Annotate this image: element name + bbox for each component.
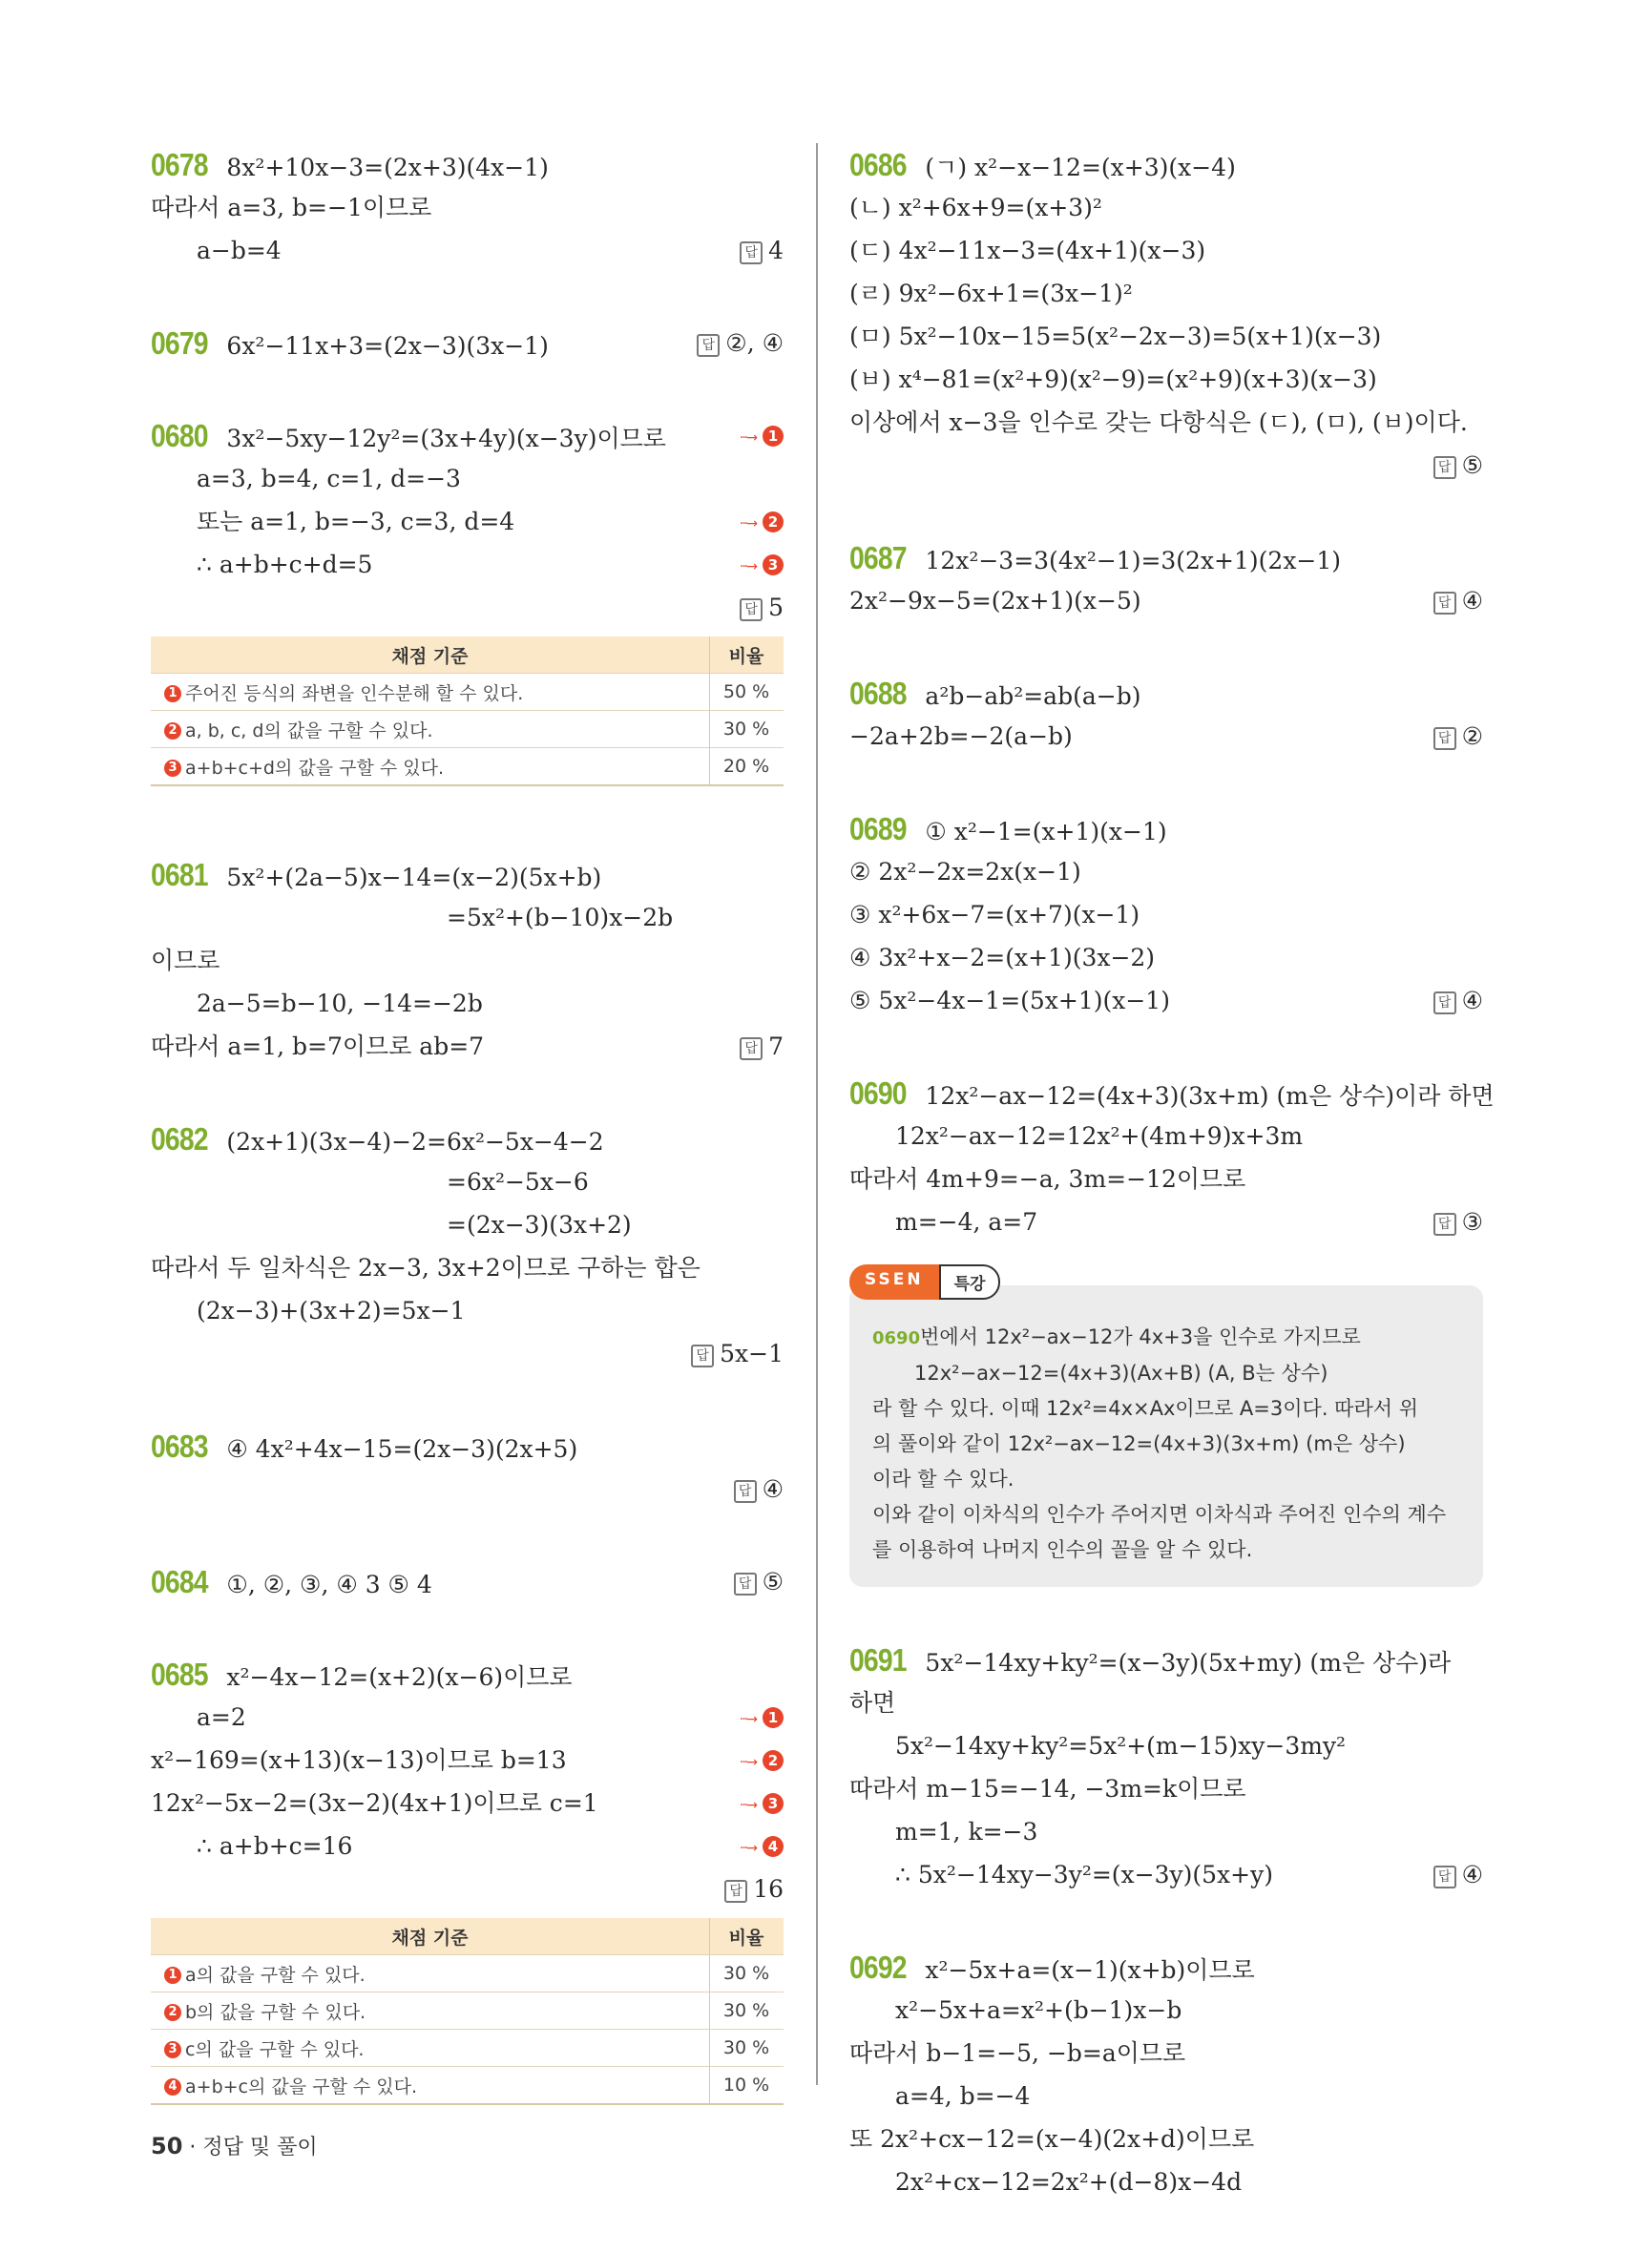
solution-line: x²−4x−12=(x+2)(x−6)이므로 — [226, 1663, 573, 1691]
answer-value: ②, ④ — [725, 329, 784, 357]
table-header: 채점 기준 — [151, 1918, 710, 1955]
answer — [1433, 444, 1483, 487]
solution-line: 5x²−14xy+ky²=5x²+(m−15)xy−3my² — [895, 1732, 1347, 1760]
solution-line: 따라서 m−15=−14, −3m=k이므로 — [849, 1775, 1246, 1803]
problem-number: 0686 — [849, 147, 907, 182]
solution-line: 따라서 a=1, b=7이므로 ab=7 — [151, 1033, 485, 1060]
ratio: 30 % — [710, 1955, 784, 1992]
step-marker: ···→ 1 — [740, 1696, 784, 1742]
problem-0688 — [849, 672, 1483, 758]
solution-line: 12x²−5x−2=(3x−2)(4x+1)이므로 c=1 — [151, 1789, 598, 1817]
answer-mark-icon: 답 — [740, 1037, 763, 1060]
note-line: 번에서 12x²−ax−12가 4x+3을 인수로 가지므로 — [920, 1325, 1361, 1348]
note-line: 12x²−ax−12=(4x+3)(Ax+B) (A, B는 상수) — [914, 1362, 1328, 1385]
answer-mark-icon: 답 — [1433, 592, 1456, 615]
solution-line: m=−4, a=7 — [895, 1208, 1038, 1236]
reference-number: 0690 — [872, 1328, 921, 1348]
problem-number: 0683 — [151, 1429, 208, 1464]
note-line: 이와 같이 이차식의 인수가 주어지면 이차식과 주어진 인수의 계수 — [872, 1503, 1447, 1526]
answer-mark-icon: 답 — [1433, 727, 1456, 750]
step-number: 2 — [164, 2004, 181, 2021]
problem-number: 0690 — [849, 1075, 907, 1111]
answer-mark-icon: 답 — [1433, 1866, 1456, 1888]
table-header: 비율 — [710, 1918, 784, 1955]
grading-criteria-table — [151, 636, 784, 786]
answer — [1433, 579, 1483, 622]
ratio: 50 % — [710, 674, 784, 711]
problem-number: 0689 — [849, 811, 907, 846]
answer — [1433, 715, 1483, 758]
answer-value: 7 — [768, 1033, 784, 1060]
ssen-tag — [849, 1264, 1000, 1300]
answer-mark-icon: 답 — [734, 1573, 757, 1596]
step-number: 2 — [763, 1750, 784, 1771]
step-number: 4 — [763, 1836, 784, 1857]
problem-0692 — [849, 1946, 1483, 2203]
problem-number: 0678 — [151, 147, 208, 182]
answer-mark-icon: 답 — [1433, 991, 1456, 1014]
ratio: 10 % — [710, 2067, 784, 2105]
criteria-text: 주어진 등식의 좌변을 인수분해 할 수 있다. — [185, 682, 524, 704]
answer-value: ④ — [762, 1475, 784, 1503]
solution-line: m=1, k=−3 — [895, 1818, 1038, 1846]
answer-mark-icon: 답 — [697, 334, 720, 357]
problem-number: 0680 — [151, 418, 208, 453]
step-number: 3 — [763, 1793, 784, 1814]
footer-separator: · — [189, 2136, 197, 2159]
solution-line: ④ 3x²+x−2=(x+1)(3x−2) — [849, 944, 1156, 971]
solution-line: a=3, b=4, c=1, d=−3 — [197, 465, 461, 492]
solution-line: 따라서 b−1=−5, −b=a이므로 — [849, 2039, 1186, 2067]
solution-line: 하면 — [849, 1689, 896, 1717]
problem-0683 — [151, 1425, 784, 1511]
solution-line: 12x²−ax−12=(4x+3)(3x+m) (m은 상수)이라 하면 — [925, 1082, 1495, 1110]
solution-line: 따라서 두 일차식은 2x−3, 3x+2이므로 구하는 합은 — [151, 1254, 701, 1282]
solution-line: 8x²+10x−3=(2x+3)(4x−1) — [226, 154, 549, 181]
answer-value: 5 — [768, 594, 784, 621]
solution-line: 따라서 4m+9=−a, 3m=−12이므로 — [849, 1165, 1246, 1193]
solution-line: ①, ②, ③, ④ 3 ⑤ 4 — [226, 1571, 432, 1598]
problem-0684 — [151, 1560, 784, 1603]
answer-value: 16 — [753, 1875, 784, 1903]
ssen-label: SSEN — [849, 1264, 939, 1300]
problem-number: 0682 — [151, 1121, 208, 1157]
step-number: 2 — [763, 511, 784, 532]
problem-number: 0688 — [849, 676, 907, 711]
problem-0681 — [151, 853, 784, 1068]
problem-number: 0692 — [849, 1950, 907, 1985]
answer-value: 5x−1 — [720, 1340, 784, 1367]
note-line: 의 풀이와 같이 12x²−ax−12=(4x+3)(3x+m) (m은 상수) — [872, 1432, 1406, 1455]
ratio: 30 % — [710, 1992, 784, 2030]
solution-line: 5x²+(2a−5)x−14=(x−2)(5x+b) — [226, 864, 602, 891]
table-row — [151, 2067, 784, 2105]
problem-0679 — [151, 322, 784, 365]
table-row — [151, 1955, 784, 1992]
answer — [724, 1867, 784, 1910]
table-header: 비율 — [710, 636, 784, 674]
criteria-text: a+b+c+d의 값을 구할 수 있다. — [185, 757, 445, 779]
step-number: 1 — [164, 1967, 181, 1984]
step-number: 3 — [164, 2041, 181, 2058]
ratio: 20 % — [710, 748, 784, 786]
note-line: 이라 할 수 있다. — [872, 1468, 1014, 1491]
solution-line: =5x²+(b−10)x−2b — [447, 904, 674, 931]
problem-number: 0679 — [151, 325, 208, 361]
answer-value: ③ — [1461, 1208, 1483, 1236]
answer — [734, 1468, 784, 1511]
grading-criteria-table — [151, 1918, 784, 2105]
problem-number: 0681 — [151, 857, 208, 892]
solution-line: ⑤ 5x²−4x−1=(5x+1)(x−1) — [849, 987, 1170, 1014]
step-marker: ···→ 2 — [740, 500, 784, 546]
problem-0687 — [849, 536, 1483, 622]
solution-line: (ㄱ) x²−x−12=(x+3)(x−4) — [925, 154, 1236, 181]
ratio: 30 % — [710, 711, 784, 748]
answer — [1433, 979, 1483, 1022]
answer — [697, 322, 784, 365]
answer-value: ④ — [1461, 1861, 1483, 1888]
solution-line: (ㅁ) 5x²−10x−15=5(x²−2x−3)=5(x+1)(x−3) — [849, 323, 1382, 350]
step-number: 1 — [763, 426, 784, 447]
answer-value: ④ — [1461, 987, 1483, 1014]
solution-line: a=2 — [197, 1703, 246, 1731]
problem-0682 — [151, 1117, 784, 1375]
solution-line: 이상에서 x−3을 인수로 갖는 다항식은 (ㄷ), (ㅁ), (ㅂ)이다. — [849, 408, 1468, 436]
step-marker: ···→ 3 — [740, 1782, 784, 1827]
answer — [1433, 1853, 1483, 1896]
problem-0680 — [151, 414, 784, 786]
solution-line: ③ x²+6x−7=(x+7)(x−1) — [849, 901, 1140, 928]
problem-0686 — [849, 143, 1483, 487]
solution-line: 6x²−11x+3=(2x−3)(3x−1) — [226, 332, 549, 360]
problem-0691 — [849, 1638, 1483, 1896]
problem-0689 — [849, 807, 1483, 1022]
solution-line: 2x²−9x−5=(2x+1)(x−5) — [849, 587, 1141, 615]
problem-number: 0691 — [849, 1642, 907, 1678]
solution-line: a=4, b=−4 — [895, 2082, 1031, 2110]
table-row — [151, 748, 784, 786]
solution-line: 따라서 a=3, b=−1이므로 — [151, 194, 432, 221]
ratio: 30 % — [710, 2030, 784, 2067]
solution-line: ② 2x²−2x=2x(x−1) — [849, 858, 1081, 886]
problem-0678 — [151, 143, 784, 272]
answer — [740, 229, 784, 272]
answer-value: 4 — [768, 237, 784, 264]
problem-number: 0687 — [849, 540, 907, 575]
answer — [740, 1025, 784, 1068]
solution-line: −2a+2b=−2(a−b) — [849, 722, 1073, 750]
solution-line: 12x²−ax−12=12x²+(4m+9)x+3m — [895, 1122, 1304, 1150]
page-number: 50 — [151, 2133, 183, 2159]
step-number: 1 — [763, 1707, 784, 1728]
solution-line: ① x²−1=(x+1)(x−1) — [925, 818, 1167, 845]
solution-line: a−b=4 — [197, 237, 282, 264]
answer-value: ④ — [1461, 587, 1483, 615]
answer — [691, 1332, 784, 1375]
solution-line: (ㄴ) x²+6x+9=(x+3)² — [849, 194, 1102, 221]
solution-line: a²b−ab²=ab(a−b) — [925, 682, 1141, 710]
solution-line: x²−5x+a=x²+(b−1)x−b — [895, 1996, 1182, 2024]
answer-mark-icon: 답 — [740, 241, 763, 264]
solution-line: x²−169=(x+13)(x−13)이므로 b=13 — [151, 1746, 567, 1774]
step-number: 3 — [164, 760, 181, 777]
step-number: 1 — [164, 685, 181, 702]
note-line: 라 할 수 있다. 이때 12x²=4x×Ax이므로 A=3이다. 따라서 위 — [872, 1397, 1418, 1420]
problem-number: 0685 — [151, 1657, 208, 1692]
answer — [1433, 1200, 1483, 1243]
table-header: 채점 기준 — [151, 636, 710, 674]
solution-line: (ㄹ) 9x²−6x+1=(3x−1)² — [849, 280, 1133, 307]
step-marker: ···→ 2 — [740, 1739, 784, 1784]
right-column — [849, 143, 1495, 2253]
solution-line: 또는 a=1, b=−3, c=3, d=4 — [197, 508, 515, 535]
solution-line: 3x²−5xy−12y²=(3x+4y)(x−3y)이므로 — [226, 425, 666, 452]
solution-line: 또 2x²+cx−12=(x−4)(2x+d)이므로 — [849, 2125, 1255, 2153]
solution-line: ④ 4x²+4x−15=(2x−3)(2x+5) — [226, 1435, 578, 1463]
step-marker: ···→ 1 — [740, 414, 784, 460]
solution-line: ∴ a+b+c+d=5 — [197, 551, 373, 578]
step-number: 4 — [164, 2078, 181, 2096]
special-lecture-label: 특강 — [939, 1264, 1001, 1300]
answer-mark-icon: 답 — [691, 1345, 714, 1367]
table-row — [151, 711, 784, 748]
problem-0685 — [151, 1653, 784, 2105]
solution-line: ∴ 5x²−14xy−3y²=(x−3y)(5x+y) — [895, 1861, 1273, 1888]
solution-line: (ㄷ) 4x²−11x−3=(4x+1)(x−3) — [849, 237, 1206, 264]
solution-line: 2x²+cx−12=2x²+(d−8)x−4d — [895, 2168, 1243, 2196]
problem-number: 0684 — [151, 1564, 208, 1599]
answer — [734, 1560, 784, 1603]
criteria-text: b의 값을 구할 수 있다. — [185, 2001, 366, 2023]
answer-mark-icon: 답 — [734, 1480, 757, 1503]
solution-line: (2x−3)+(3x+2)=5x−1 — [197, 1297, 466, 1325]
column-divider — [816, 143, 818, 2085]
answer-mark-icon: 답 — [740, 598, 763, 621]
problem-0690 — [849, 1072, 1495, 1243]
table-row — [151, 2030, 784, 2067]
table-row — [151, 1992, 784, 2030]
answer — [740, 586, 784, 629]
solution-line: ∴ a+b+c=16 — [197, 1832, 353, 1860]
solution-line: (ㅂ) x⁴−81=(x²+9)(x²−9)=(x²+9)(x+3)(x−3) — [849, 365, 1377, 393]
solution-line: =(2x−3)(3x+2) — [447, 1211, 632, 1239]
answer-value: ⑤ — [1461, 451, 1483, 479]
table-row — [151, 674, 784, 711]
answer-mark-icon: 답 — [1433, 456, 1456, 479]
solution-line: =6x²−5x−6 — [447, 1168, 589, 1196]
criteria-text: a, b, c, d의 값을 구할 수 있다. — [185, 720, 433, 741]
answer-value: ② — [1461, 722, 1483, 750]
ssen-special-lecture-box — [849, 1270, 1483, 1587]
step-number: 3 — [763, 554, 784, 575]
step-number: 2 — [164, 722, 181, 740]
page-footer — [151, 2131, 318, 2160]
solution-line: 이므로 — [151, 947, 220, 974]
answer-mark-icon: 답 — [1433, 1213, 1456, 1236]
criteria-text: a+b+c의 값을 구할 수 있다. — [185, 2076, 418, 2097]
solution-line: 2a−5=b−10, −14=−2b — [197, 990, 483, 1017]
solution-line: 5x²−14xy+ky²=(x−3y)(5x+my) (m은 상수)라 — [925, 1649, 1452, 1677]
criteria-text: c의 값을 구할 수 있다. — [185, 2038, 365, 2060]
footer-title: 정답 및 풀이 — [202, 2136, 318, 2159]
answer-mark-icon: 답 — [724, 1880, 747, 1903]
step-marker: ···→ 4 — [740, 1825, 784, 1870]
left-column — [151, 143, 784, 2155]
solution-line: 12x²−3=3(4x²−1)=3(2x+1)(2x−1) — [925, 547, 1342, 574]
solution-line: (2x+1)(3x−4)−2=6x²−5x−4−2 — [226, 1128, 604, 1156]
step-marker: ···→ 3 — [740, 543, 784, 589]
solution-line: x²−5x+a=(x−1)(x+b)이므로 — [925, 1956, 1255, 1984]
note-line: 를 이용하여 나머지 인수의 꼴을 알 수 있다. — [872, 1538, 1253, 1561]
criteria-text: a의 값을 구할 수 있다. — [185, 1964, 366, 1986]
answer-value: ⑤ — [762, 1568, 784, 1596]
